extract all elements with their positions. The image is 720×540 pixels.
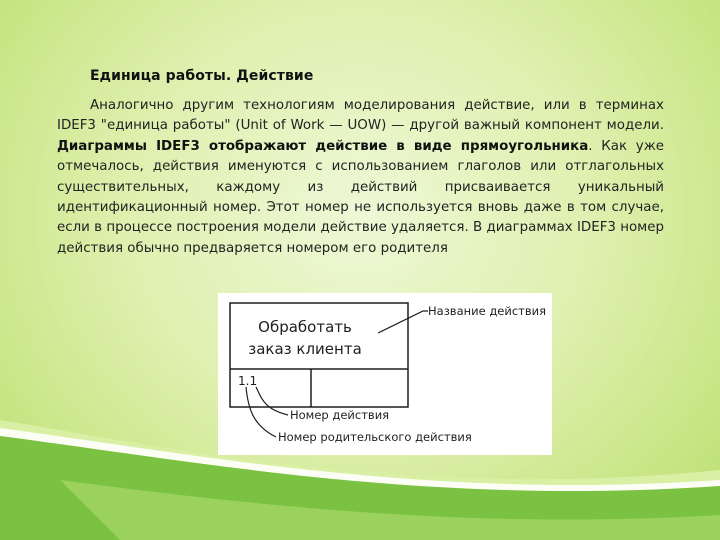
action-title-line2: заказ клиента — [248, 340, 362, 358]
slide-heading: Единица работы. Действие — [90, 68, 314, 84]
number-callout-line — [256, 387, 288, 415]
action-title-line1: Обработать — [258, 318, 352, 336]
body-paragraph — [57, 96, 664, 259]
callout-name-label: Название действия — [428, 304, 547, 318]
paragraph-text-1: Аналогично другим технологиям моделирования действие, или в терминах IDEF3 "единица работы" (Unit of Work — UOW) — другой важный компонент модели. — [57, 98, 664, 134]
parent-callout-line — [246, 387, 276, 437]
action-number: 1.1 — [238, 374, 258, 388]
paragraph-bold-text: Диаграммы IDEF3 отображают действие в виде прямоугольника — [57, 138, 589, 154]
callout-number-label: Номер действия — [290, 408, 390, 422]
callout-parent-label: Номер родительского действия — [278, 430, 472, 444]
name-callout-line — [378, 311, 428, 333]
paragraph-text-2: . Как уже отмечалось, действия именуются с использованием глаголов или отглагольных существительных, каждому из действий присваивается уникальный идентификационный номер. Этот номер не используется вновь даже в том случае, если в процессе построения модели действие удаляется. В диаграммах IDEF3 номер действия обычно предваряется номером его родителя — [57, 138, 664, 256]
idef3-action-figure — [218, 293, 552, 455]
